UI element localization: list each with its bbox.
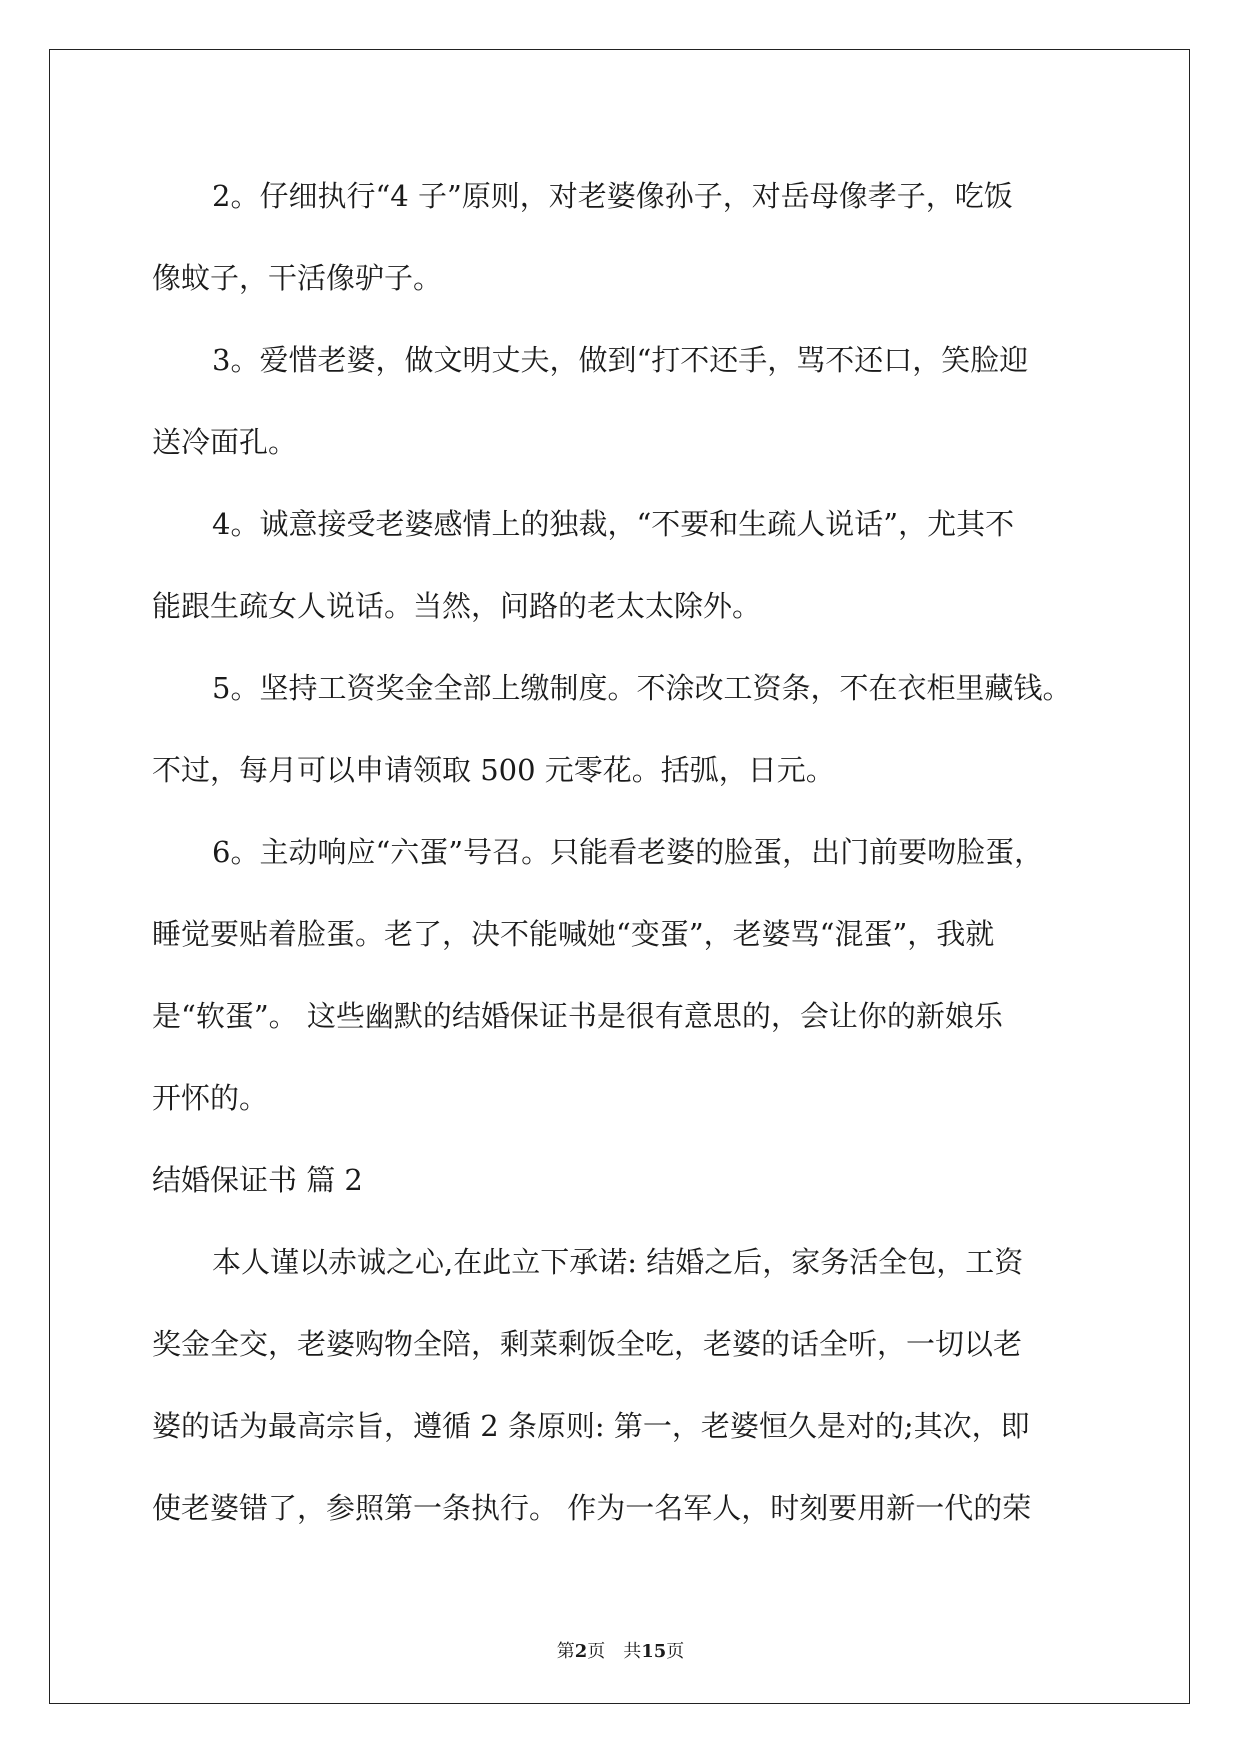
paragraph-line: 睡觉要贴着脸蛋。老了，决不能喊她“变蛋”，老婆骂“混蛋”，我就: [152, 917, 995, 951]
footer-total-pages: 15: [641, 1641, 667, 1662]
paragraph-line: 奖金全交，老婆购物全陪，剩菜剩饭全吃，老婆的话全听，一切以老: [152, 1327, 1023, 1361]
paragraph-line: 3。爱惜老婆，做文明丈夫，做到“打不还手，骂不还口，笑脸迎: [212, 343, 1029, 377]
footer-total-prefix: 共: [623, 1641, 642, 1662]
paragraph-line: 本人谨以赤诚之心,在此立下承诺: 结婚之后，家务活全包，工资: [212, 1245, 1024, 1279]
footer-total-suffix: 页: [666, 1641, 685, 1662]
footer-page-number: 2: [574, 1641, 588, 1662]
paragraph-line: 使老婆错了，参照第一条执行。 作为一名军人，时刻要用新一代的荣: [152, 1491, 1032, 1525]
paragraph-line: 送冷面孔。: [152, 425, 298, 459]
paragraph-line: 4。诚意接受老婆感情上的独裁，“不要和生疏人说话”，尤其不: [212, 507, 1015, 541]
paragraph-line: 6。主动响应“六蛋”号召。只能看老婆的脸蛋，出门前要吻脸蛋，: [212, 835, 1044, 869]
paragraph-line: 5。坚持工资奖金全部上缴制度。不涂改工资条，不在衣柜里藏钱。: [212, 671, 1072, 705]
paragraph-line: 像蚊子，干活像驴子。: [152, 261, 443, 295]
paragraph-line: 婆的话为最高宗旨，遵循 2 条原则: 第一，老婆恒久是对的;其次，即: [152, 1409, 1030, 1443]
paragraph-line: 开怀的。: [152, 1081, 269, 1115]
page-footer: [0, 1637, 1241, 1663]
paragraph-line: 2。仔细执行“4 子”原则，对老婆像孙子，对岳母像孝子，吃饭: [212, 179, 1013, 213]
footer-page-prefix: 第: [556, 1641, 575, 1662]
footer-page-suffix: 页: [587, 1641, 606, 1662]
paragraph-line: 是“软蛋”。 这些幽默的结婚保证书是很有意思的，会让你的新娘乐: [152, 999, 1003, 1033]
document-body: [152, 155, 1092, 1549]
section-heading: 结婚保证书 篇 2: [152, 1163, 363, 1197]
paragraph-line: 不过，每月可以申请领取 500 元零花。括弧，日元。: [152, 753, 835, 787]
paragraph-line: 能跟生疏女人说话。当然，问路的老太太除外。: [152, 589, 762, 623]
